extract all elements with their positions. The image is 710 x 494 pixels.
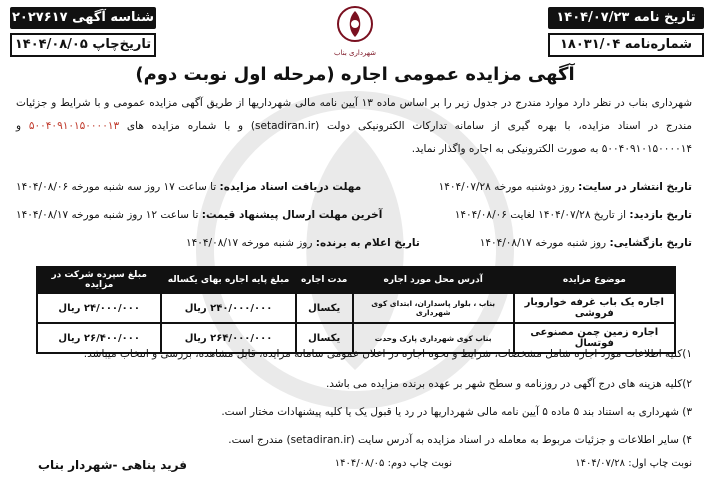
second-print-date: نوبت چاپ دوم: ۱۴۰۴/۰۸/۰۵ xyxy=(334,458,452,469)
row-duration: یکسال xyxy=(296,323,353,353)
offer-deadline-value: تا ساعت ۱۲ روز شنبه مورخه ۱۴۰۴/۰۸/۱۷ xyxy=(16,209,199,221)
winner-label: تاریخ اعلام به برنده: xyxy=(315,237,420,249)
municipality-emblem-icon xyxy=(335,4,375,44)
auction-number-2: ۵۰۰۴۰۹۱۰۱۵۰۰۰۰۱۴ xyxy=(601,143,692,155)
auction-number-1: ۵۰۰۴۰۹۱۰۱۵۰۰۰۰۱۳ xyxy=(28,120,120,132)
doc-deadline-label: مهلت دریافت اسناد مزایده: xyxy=(219,181,362,193)
note-4: ۴) سایر اطلاعات و جزئیات مربوط به معامله در اسناد مزایده به آدرس سایت (setadiran.ir) مندرج است. xyxy=(228,434,692,446)
note-3: ۳) شهرداری به استناد بند ۵ ماده ۵ آیین نامه مالی شهرداریها در رد یا قبول یک یا کلیه پیشنهادات مختار است. xyxy=(221,406,692,418)
header-base-price: مبلغ پایه اجاره بهای یکساله xyxy=(161,267,295,293)
row-deposit: ۲۶/۴۰۰/۰۰۰ ریال xyxy=(37,323,161,353)
row-base-price: ۲۶۴/۰۰۰/۰۰۰ ریال xyxy=(161,323,295,353)
publish-label: تاریخ انتشار در سایت: xyxy=(578,181,692,193)
letter-number-box: شماره‌نامه ۱۸۰۳۱/۰۴ xyxy=(548,33,704,57)
letter-date-box: تاریخ نامه ۱۴۰۴/۰۷/۲۳ xyxy=(548,7,704,29)
header-subject: موضوع مزایده xyxy=(514,267,675,293)
table-header-row xyxy=(37,267,675,293)
mayor-signature: فرید پناهی -شهردار بناب xyxy=(38,458,187,472)
municipality-logo xyxy=(323,4,387,57)
row-deposit: ۲۴/۰۰۰/۰۰۰ ریال xyxy=(37,293,161,323)
note-2: ۲)کلیه هزینه های درج آگهی در روزنامه و سطح شهر بر عهده برنده مزایده می باشد. xyxy=(325,378,692,390)
header-duration: مدت اجاره xyxy=(296,267,353,293)
row-subject: اجاره یک باب غرفه خواروبار فروشی xyxy=(514,293,675,323)
winner-value: روز شنبه مورخه ۱۴۰۴/۰۸/۱۷ xyxy=(186,237,313,249)
row-base-price: ۲۴۰/۰۰۰/۰۰۰ ریال xyxy=(161,293,295,323)
auction-items-table xyxy=(36,266,676,354)
doc-deadline-value: تا ساعت ۱۷ روز سه شنبه مورخه ۱۴۰۴/۰۸/۰۶ xyxy=(16,181,217,193)
row-duration: یکسال xyxy=(296,293,353,323)
logo-caption: شهرداری بناب xyxy=(334,49,376,57)
opening-value: روز شنبه مورخه ۱۴۰۴/۰۸/۱۷ xyxy=(479,237,607,249)
row-address: بناب کوی شهرداری پارک وحدت xyxy=(353,323,514,353)
header-address: آدرس محل مورد اجاره xyxy=(353,267,514,293)
intro-text-end: به صورت الکترونیکی به اجاره واگذار نماید. xyxy=(411,143,602,155)
offer-deadline-label: آخرین مهلت ارسال پیشنهاد قیمت: xyxy=(201,209,383,221)
publish-value: روز دوشنبه مورخه ۱۴۰۴/۰۷/۲۸ xyxy=(438,181,575,193)
schedule-row-2 xyxy=(16,206,692,224)
first-print-date: نوبت چاپ اول: ۱۴۰۴/۰۷/۲۸ xyxy=(575,458,692,469)
schedule-row-3 xyxy=(16,234,692,252)
header-deposit: مبلغ سپرده شرکت در مزایده xyxy=(37,267,161,293)
intro-and: و xyxy=(16,120,29,132)
note-1: ۱)کلیه اطلاعات مورد اجاره شامل مشخصات، شرایط و نحوه اجاره در اعلان عمومی سامانه مزایده، قابل مشاهده، بررسی و انتخاب میباشد. xyxy=(83,348,692,360)
ad-id-box: شناسه آگهی ۲۰۲۷۶۱۷ xyxy=(10,7,156,29)
row-subject: اجاره زمین چمن مصنوعی فوتسال xyxy=(514,323,675,353)
visit-label: تاریخ بازدید: xyxy=(629,209,692,221)
intro-paragraph xyxy=(16,92,692,161)
intro-text: شهرداری بناب در نظر دارد موارد مندرج در جدول زیر را بر اساس ماده ۱۳ آیین نامه مالی شهرداریها از طریق آگهی مزایده عمومی و با شرایط و جزئیات مندرج در اسناد مزایده، با بهره گیری از سامانه تدارکات الکترونیکی دولت (setadiran.ir) و با شماره مزایده های xyxy=(16,97,693,132)
print-date-box: تاریخ‌چاپ ۱۴۰۴/۰۸/۰۵ xyxy=(10,33,156,57)
notice-footer xyxy=(16,458,692,478)
notice-title: آگهی مزایده عمومی اجاره (مرحله اول نوبت دوم) xyxy=(135,64,575,85)
schedule-row-1 xyxy=(16,178,692,196)
opening-label: تاریخ بازگشایی: xyxy=(609,237,692,249)
row-address: بناب ، بلوار پاسداران، ابتدای کوی شهرداری xyxy=(353,293,514,323)
table-row xyxy=(37,293,675,323)
visit-value: از تاریخ ۱۴۰۴/۰۷/۲۸ لغایت ۱۴۰۴/۰۸/۰۶ xyxy=(454,209,627,221)
